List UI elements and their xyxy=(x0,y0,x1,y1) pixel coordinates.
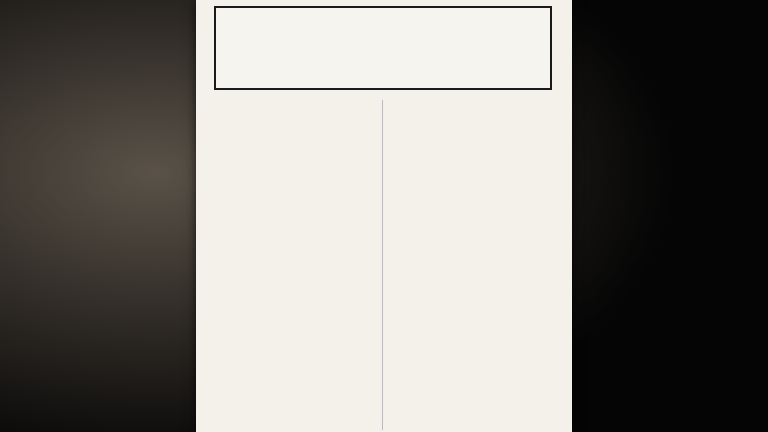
headline-line-1 xyxy=(222,12,544,36)
article-line xyxy=(214,340,376,362)
article-line xyxy=(214,186,376,208)
article-line xyxy=(392,362,554,384)
byline xyxy=(392,406,554,428)
headline-line-3 xyxy=(222,60,544,84)
article-line xyxy=(392,98,554,120)
article-line xyxy=(392,274,554,296)
article-line xyxy=(214,318,376,340)
article-line xyxy=(392,384,554,406)
article-line xyxy=(214,142,376,164)
article-line xyxy=(214,230,376,252)
article-line xyxy=(214,362,376,384)
article-line xyxy=(392,340,554,362)
article-column-left xyxy=(214,98,376,432)
article-line xyxy=(214,164,376,186)
article-line xyxy=(392,252,554,274)
article-line xyxy=(392,142,554,164)
article-line xyxy=(214,296,376,318)
headline-line-2 xyxy=(222,36,544,60)
article-line xyxy=(214,406,376,428)
article-line xyxy=(392,296,554,318)
article-line xyxy=(392,120,554,142)
article-line xyxy=(392,208,554,230)
dateline xyxy=(214,98,376,120)
article-line xyxy=(214,252,376,274)
article-line xyxy=(392,230,554,252)
article-line xyxy=(214,120,376,142)
article-column-right xyxy=(392,98,554,432)
headline-box xyxy=(214,6,552,90)
article-line xyxy=(392,318,554,340)
article-line xyxy=(214,274,376,296)
article-line xyxy=(214,208,376,230)
newspaper-clipping xyxy=(196,0,572,432)
article-line xyxy=(392,186,554,208)
article-line xyxy=(214,428,376,432)
article-line xyxy=(214,384,376,406)
column-divider xyxy=(382,100,383,430)
article-line xyxy=(392,164,554,186)
